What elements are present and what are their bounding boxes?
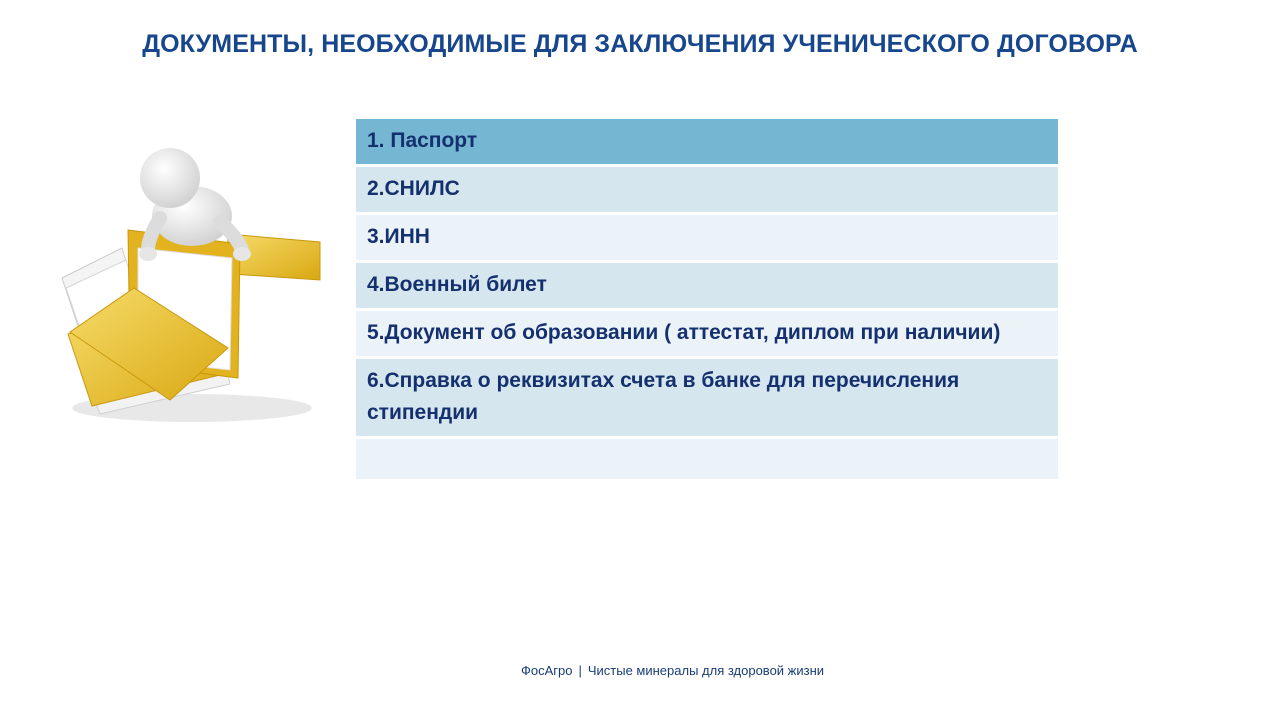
footer-separator: |	[578, 663, 582, 678]
document-item: 1. Паспорт	[356, 119, 1058, 166]
person-with-folders-icon	[52, 138, 332, 428]
slide-title: ДОКУМЕНТЫ, НЕОБХОДИМЫЕ ДЛЯ ЗАКЛЮЧЕНИЯ УЧЕНИЧЕСКОГО ДОГОВОРА	[142, 30, 1138, 58]
footer-slogan: Чистые минералы для здоровой жизни	[587, 663, 825, 678]
document-item: 4.Военный билет	[356, 262, 1058, 310]
table-row	[356, 310, 1058, 358]
table-row	[356, 438, 1058, 481]
footer-brand: ФосАгро	[520, 663, 573, 678]
document-item: 2.СНИЛС	[356, 166, 1058, 214]
document-item: 6.Справка о реквизитах счета в банке для перечисления стипендии	[356, 358, 1058, 438]
table-row	[356, 358, 1058, 438]
document-item: 3.ИНН	[356, 214, 1058, 262]
table-row	[356, 262, 1058, 310]
table-row	[356, 166, 1058, 214]
documents-table	[356, 119, 1058, 482]
table-row	[356, 119, 1058, 166]
footer	[0, 663, 1280, 678]
document-item	[356, 438, 1058, 481]
document-item: 5.Документ об образовании ( аттестат, диплом при наличии)	[356, 310, 1058, 358]
table-row	[356, 214, 1058, 262]
